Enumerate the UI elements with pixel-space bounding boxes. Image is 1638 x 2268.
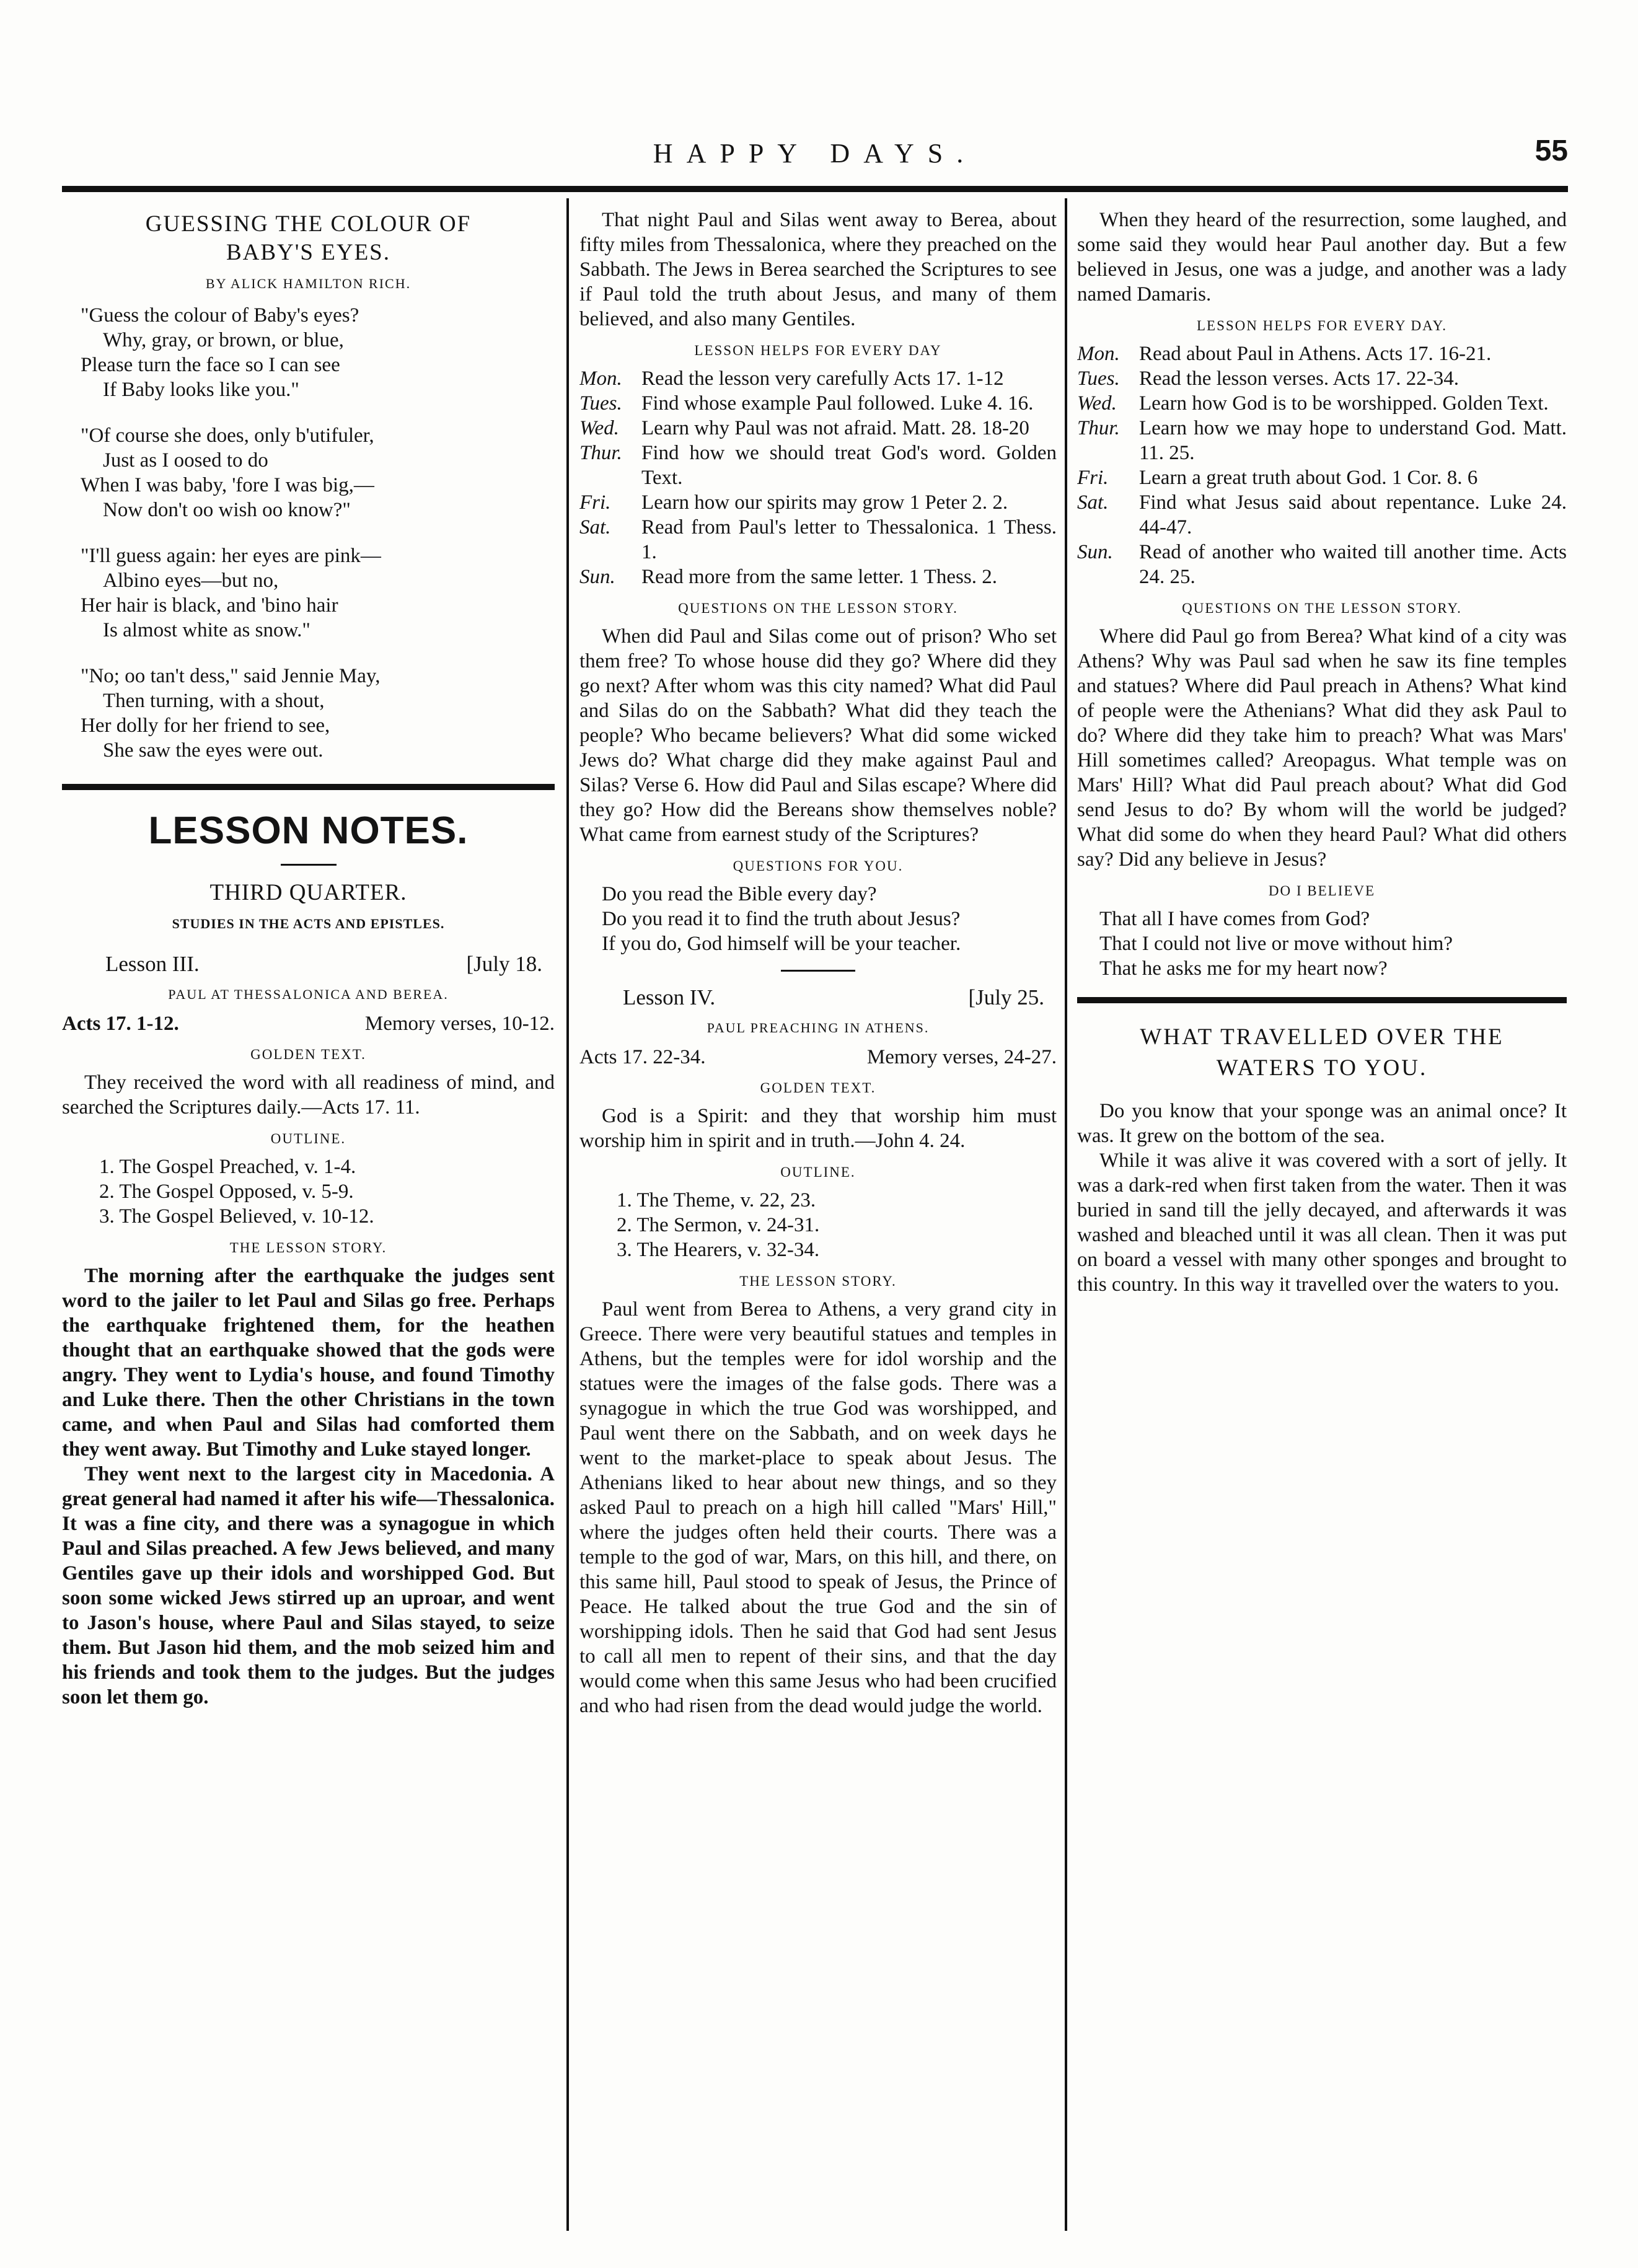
lesson-helps-list (579, 366, 1057, 589)
lesson-story-paragraph: They went next to the largest city in Macedonia. A great general had named it after his wife—Thessalonica. It was a fine city, and there was a synagogue in which Paul and Silas preached. A few Jews believed, and many Gentiles gave up their idols and worshipped God. But soon some wicked Jews stirred up an uproar, and went to Jason's house, where Paul and Silas stayed, to seize them. But Jason hid them, and the mob seized him and his friends and took them to the judges. But the judges soon let them go. (62, 1463, 555, 1708)
poem-byline: BY ALICK HAMILTON RICH. (205, 276, 412, 291)
helps-day: Sun. (1077, 541, 1113, 563)
helps-day: Sat. (1077, 491, 1109, 514)
memory-verses: Memory verses, 24-27. (866, 1046, 1057, 1068)
article-paragraph: While it was alive it was covered with a sort of jelly. It was a dark-red when first taken from the water. Then it was buried in sand till the jelly decayed, and afterwards it was washed and bleached until it was all clean. Then it was put on board a vessel with many other sponges and brought to this country. In this way it travelled over the waters to you. (1077, 1149, 1567, 1296)
poem-line: Her hair is black, and 'bino hair (81, 594, 338, 617)
helps-row (1077, 391, 1567, 416)
helps-row (1077, 465, 1567, 490)
helps-text: Find what Jesus said about repentance. Luke 24. 44-47. (1139, 491, 1567, 538)
helps-text: Read the lesson verses. Acts 17. 22-34. (1139, 367, 1459, 390)
lesson-helps-list (1077, 341, 1567, 589)
helps-row (1077, 341, 1567, 366)
helps-day: Fri. (579, 491, 611, 514)
believe-line: That I could not live or move without him? (1099, 933, 1453, 955)
believe-line: That he asks me for my heart now? (1099, 957, 1388, 980)
divider (781, 970, 855, 972)
section-rule (62, 784, 555, 790)
lesson-story-paragraph: When they heard of the resurrection, some laughed, and some said they would hear Paul another day. But a few believed in Jesus, one was a judge, and another was a lady named Damaris. (1077, 209, 1567, 305)
poem-line: "No; oo tan't dess," said Jennie May, (81, 665, 381, 687)
helps-text: Learn why Paul was not afraid. Matt. 28. 18-20 (641, 417, 1029, 439)
memory-verses: Memory verses, 10-12. (364, 1013, 555, 1035)
outline-item: 3. The Gospel Believed, v. 10-12. (99, 1205, 374, 1228)
outline-item: 1. The Theme, v. 22, 23. (617, 1189, 816, 1211)
article-title-line: WHAT TRAVELLED OVER THE (1140, 1024, 1504, 1050)
questions-for-you-label: QUESTIONS FOR YOU. (733, 858, 904, 874)
helps-row (579, 416, 1057, 441)
helps-text: Learn a great truth about God. 1 Cor. 8. 6 (1139, 467, 1478, 489)
believe-line: That all I have comes from God? (1099, 908, 1370, 930)
lesson-3-title: PAUL AT THESSALONICA AND BEREA. (168, 987, 449, 1002)
page-number: 55 (1535, 134, 1568, 167)
helps-text: Read from Paul's letter to Thessalonica. 1 Thess. 1. (641, 516, 1057, 563)
lesson-story-paragraph: The morning after the earthquake the judges sent word to the jailer to let Paul and Silas go free. Perhaps the earthquake frightened them, for the heathen thought that an earthquake showed that the gods were angry. They went to Lydia's house, and found Timothy and Luke there. Then the other Christians in the town came, and when Paul and Silas had comforted them they went away. But Timothy and Luke stayed longer. (62, 1265, 555, 1461)
helps-day: Mon. (1077, 343, 1120, 365)
questions-paragraph: Where did Paul go from Berea? What kind of a city was Athens? Why was Paul sad when he saw its fine temples and statues? Where did Paul preach in Athens? What kind of people were the Athenians? What did they ask Paul to do? Where did they take him to preach? What was Mars' Hill sometimes called? Areopagus. What temple was on Mars' Hill? What did Paul preach about? What did God send Jesus to do? By whom will the world be judged? What did some do when they heard Paul? What did others say? Did any believe in Jesus? (1077, 625, 1567, 871)
poem-line: Now don't oo wish oo know?" (103, 499, 351, 521)
golden-text-label: GOLDEN TEXT. (760, 1080, 876, 1096)
poem-line: Her dolly for her friend to see, (81, 714, 330, 737)
helps-day: Tues. (1077, 367, 1120, 390)
poem-line: Is almost white as snow." (103, 619, 310, 641)
outline-list (617, 1188, 1057, 1262)
helps-row (1077, 416, 1567, 465)
column-divider (1065, 198, 1067, 2231)
column-3 (1077, 208, 1567, 2231)
poem-line: "I'll guess again: her eyes are pink— (81, 545, 381, 567)
scripture-reference: Acts 17. 1-12. (62, 1013, 179, 1035)
column-1 (62, 208, 555, 2231)
lesson-label: Lesson IV. (623, 985, 716, 1009)
lesson-date: [July 25. (968, 985, 1044, 1009)
helps-row (1077, 490, 1567, 540)
helps-day: Thur. (1077, 417, 1120, 439)
helps-day: Fri. (1077, 467, 1109, 489)
poem-title (62, 210, 555, 267)
poem-line: "Guess the colour of Baby's eyes? (81, 304, 359, 327)
poem-line: Why, gray, or brown, or blue, (103, 329, 344, 351)
poem-line: When I was baby, 'fore I was big,— (81, 474, 374, 496)
helps-day: Tues. (579, 392, 622, 415)
helps-text: Learn how our spirits may grow 1 Peter 2. 2. (641, 491, 1008, 514)
article-paragraph: Do you know that your sponge was an animal once? It was. It grew on the bottom of the sea. (1077, 1100, 1567, 1147)
scripture-reference: Acts 17. 22-34. (579, 1046, 706, 1068)
lesson-date: [July 18. (466, 952, 542, 976)
helps-row (579, 441, 1057, 490)
lesson-story-paragraph: That night Paul and Silas went away to Berea, about fifty miles from Thessalonica, where they preached on the Sabbath. The Jews in Berea searched the Scriptures to see if Paul told the truth about Jesus, and many of them believed, and also many Gentiles. (579, 209, 1057, 330)
helps-day: Wed. (579, 417, 619, 439)
helps-text: Read about Paul in Athens. Acts 17. 16-21. (1139, 343, 1492, 365)
helps-text: Learn how God is to be worshipped. Golden Text. (1139, 392, 1549, 415)
helps-text: Find whose example Paul followed. Luke 4. 16. (641, 392, 1034, 415)
question-line: Do you read the Bible every day? (602, 883, 877, 905)
helps-day: Thur. (579, 442, 622, 464)
lesson-3-heading (62, 952, 555, 977)
golden-text: They received the word with all readiness of mind, and searched the Scriptures daily.—Acts 17. 11. (62, 1071, 555, 1119)
outline-item: 1. The Gospel Preached, v. 1-4. (99, 1156, 356, 1178)
section-rule (1077, 997, 1567, 1003)
lesson-label: Lesson III. (105, 952, 200, 976)
poem-line: Just as I oosed to do (103, 449, 268, 472)
quarter-heading: THIRD QUARTER. (209, 880, 407, 905)
questions-paragraph: When did Paul and Silas come out of prison? Who set them free? To whose house did they go? Where did they go next? After whom was this city named? What did Paul and Silas do on the Sabbath? What did they teach the people? Who became believers? What did some wicked Jews do? What charge did they make against Paul and Silas? Verse 6. How did Paul and Silas escape? Where did they go? How did the Bereans show themselves noble? What came from earnest study of the Scriptures? (579, 625, 1057, 846)
golden-text: God is a Spirit: and they that worship him must worship him in spirit and in truth.—John 4. 24. (579, 1105, 1057, 1152)
publication-title: HAPPY DAYS. (653, 138, 977, 169)
helps-text: Read of another who waited till another time. Acts 24. 25. (1139, 541, 1567, 588)
helps-day: Sun. (579, 566, 615, 588)
column-divider (566, 198, 569, 2231)
column-3-inner (1077, 208, 1567, 1297)
masthead (62, 124, 1568, 180)
questions-label: QUESTIONS ON THE LESSON STORY. (678, 600, 958, 616)
helps-text: Find how we should treat God's word. Golden Text. (641, 442, 1057, 489)
lesson-4-reference (579, 1046, 1057, 1069)
outline-item: 2. The Gospel Opposed, v. 5-9. (99, 1180, 354, 1203)
lesson-helps-label: LESSON HELPS FOR EVERY DAY (694, 343, 942, 358)
poem-stanza (81, 423, 555, 522)
helps-row (579, 515, 1057, 565)
helps-day: Wed. (1077, 392, 1117, 415)
lesson-helps-label: LESSON HELPS FOR EVERY DAY. (1197, 318, 1447, 333)
helps-row (1077, 366, 1567, 391)
helps-row (579, 490, 1057, 515)
poem-line: Albino eyes—but no, (103, 569, 279, 592)
lesson-4-heading (579, 985, 1057, 1010)
sponge-article-title (1077, 1022, 1567, 1084)
golden-text-label: GOLDEN TEXT. (250, 1047, 366, 1062)
outline-item: 3. The Hearers, v. 32-34. (617, 1239, 820, 1261)
lesson-story-label: THE LESSON STORY. (229, 1240, 387, 1255)
header-rule (62, 186, 1568, 192)
helps-text: Read the lesson very carefully Acts 17. 1-12 (641, 367, 1004, 390)
poem-line: "Of course she does, only b'utifuler, (81, 424, 374, 447)
helps-text: Read more from the same letter. 1 Thess. 2. (641, 566, 997, 588)
poem-title-line: GUESSING THE COLOUR OF (145, 211, 472, 237)
outline-item: 2. The Sermon, v. 24-31. (617, 1214, 820, 1236)
poem-stanza (81, 543, 555, 643)
lesson-4-title: PAUL PREACHING IN ATHENS. (707, 1020, 930, 1035)
helps-text: Learn how we may hope to understand God. Matt. 11. 25. (1139, 417, 1567, 464)
lesson-notes-heading: LESSON NOTES. (148, 809, 469, 852)
question-line: If you do, God himself will be your teacher. (602, 933, 961, 955)
questions-label: QUESTIONS ON THE LESSON STORY. (1182, 600, 1462, 616)
helps-row (1077, 540, 1567, 589)
helps-row (579, 565, 1057, 589)
poem-line: Please turn the face so I can see (81, 354, 340, 376)
lesson-3-reference (62, 1013, 555, 1035)
poem-stanza (81, 303, 555, 402)
helps-day: Mon. (579, 367, 622, 390)
helps-row (579, 391, 1057, 416)
studies-heading: STUDIES IN THE ACTS AND EPISTLES. (172, 916, 445, 931)
helps-row (579, 366, 1057, 391)
outline-list (99, 1154, 555, 1229)
article-title-line: WATERS TO YOU. (1216, 1055, 1428, 1081)
do-i-believe-label: DO I BELIEVE (1268, 883, 1376, 899)
column-2 (579, 208, 1057, 2231)
question-line: Do you read it to find the truth about Jesus? (602, 908, 961, 930)
divider (281, 864, 337, 866)
poem-title-line: BABY'S EYES. (226, 240, 391, 265)
lesson-story-label: THE LESSON STORY. (739, 1273, 897, 1289)
poem-line: Then turning, with a shout, (103, 690, 325, 712)
poem-line: If Baby looks like you." (103, 379, 299, 401)
poem-stanza (81, 664, 555, 763)
helps-day: Sat. (579, 516, 611, 538)
poem-line: She saw the eyes were out. (103, 739, 324, 762)
lesson-story-paragraph: Paul went from Berea to Athens, a very grand city in Greece. There were very beautiful statues and temples in Athens, but the temples were for idol worship and the statues were the images of the false gods. There was a synagogue in which the true God was worshipped, and Paul went there on the Sabbath, and on week days he went to the market-place to speak about Jesus. The Athenians liked to hear about new things, and so they asked Paul to preach on a high hill called "Mars' Hill," where the judges often held their courts. There was a temple to the god of war, Mars, on this hill, and there, on this same hill, Paul stood to speak of Jesus, the Prince of Peace. He talked about the true God and the sin of worshipping idols. Then he said that God had sent Jesus to call all men to repent of their sins, and that the day would come when this same Jesus who had been crucified and who had risen from the dead would judge the world. (579, 1298, 1057, 1717)
outline-label: OUTLINE. (780, 1164, 856, 1180)
outline-label: OUTLINE. (270, 1131, 346, 1146)
